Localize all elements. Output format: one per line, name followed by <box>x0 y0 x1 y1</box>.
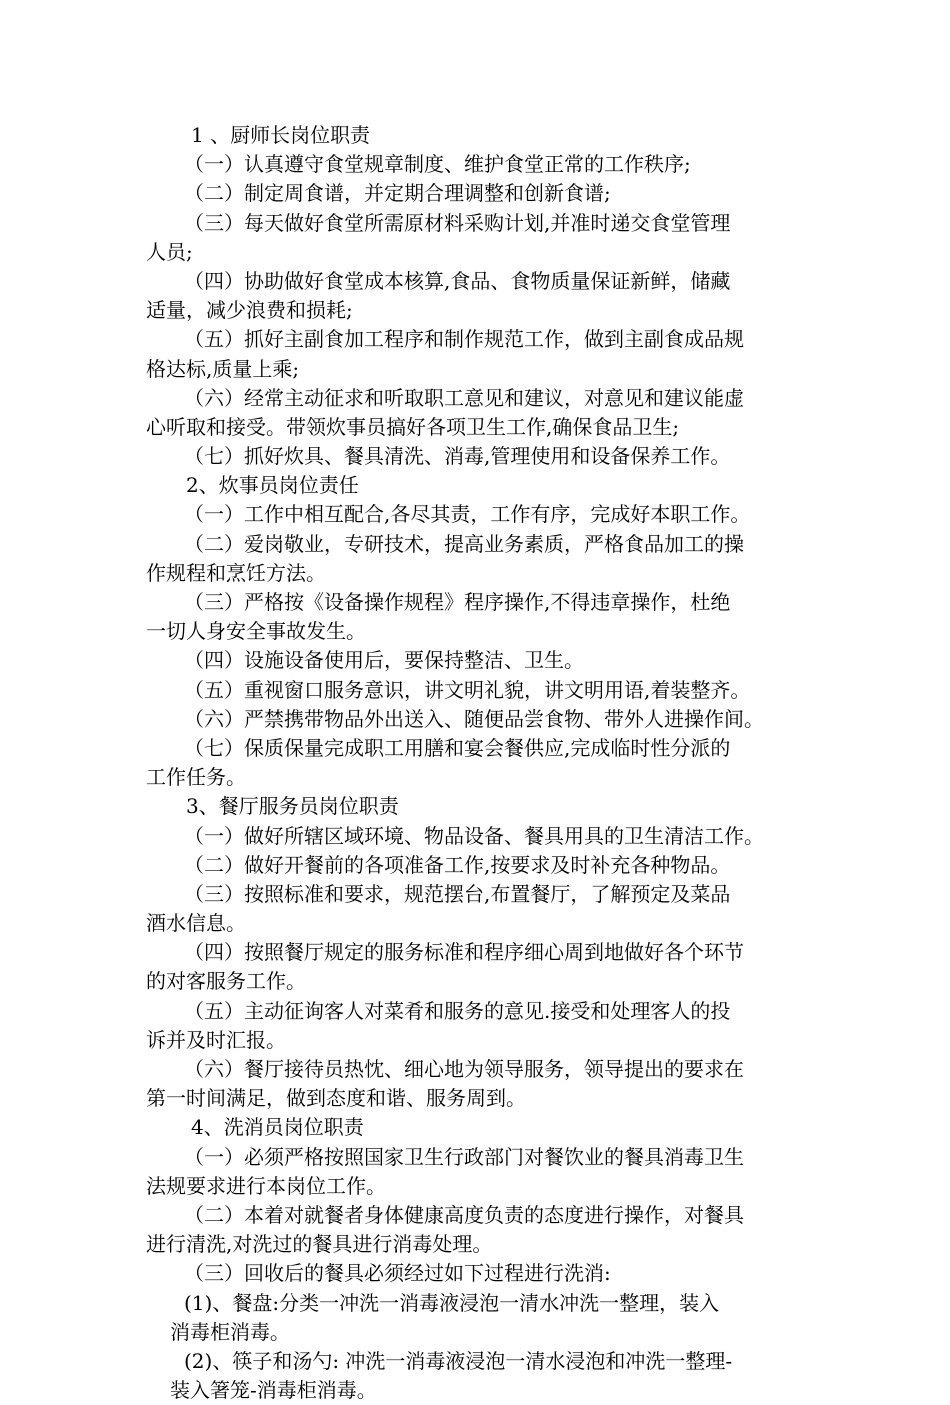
paragraph-line: （六）餐厅接待员热忱、细心地为领导服务，领导提出的要求在 <box>184 1057 744 1081</box>
paragraph-line: （三）回收后的餐具必须经过如下过程进行洗消: <box>184 1261 611 1286</box>
paragraph-line: （一）做好所辖区域环境、物品设备、餐具用具的卫生清洁工作。 <box>184 823 764 848</box>
paragraph-continuation-line: 心听取和接受。带领炊事员搞好各项卫生工作,确保食品卫生; <box>146 414 680 439</box>
paragraph-line: （二）做好开餐前的各项准备工作,按要求及时补充各种物品。 <box>184 852 731 877</box>
section-heading: 2、炊事员岗位责任 <box>186 473 359 498</box>
paragraph-line: （一）认真遵守食堂规章制度、维护食堂正常的工作秩序; <box>184 152 691 177</box>
paragraph-continuation-line: 进行清洗,对洗过的餐具进行消毒处理。 <box>146 1232 493 1257</box>
paragraph-line: （三）每天做好食堂所需原材料采购计划,并准时递交食堂管理 <box>184 210 731 235</box>
section-heading: 3、餐厅服务员岗位职责 <box>186 794 399 819</box>
paragraph-continuation-line: 人员; <box>146 239 193 264</box>
paragraph-line: （七）保质保量完成职工用膳和宴会餐供应,完成临时性分派的 <box>184 735 731 760</box>
paragraph-line: （五）主动征询客人对菜肴和服务的意见.接受和处理客人的投 <box>184 998 731 1023</box>
paragraph-line: (2)、筷子和汤勺: 冲洗一消毒液浸泡一清水浸泡和冲洗一整理- <box>184 1348 733 1373</box>
paragraph-continuation-line: 第一时间满足，做到态度和谐、服务周到。 <box>146 1086 526 1111</box>
paragraph-continuation-line: 的对客服务工作。 <box>146 969 306 994</box>
paragraph-line: （三）严格按《设备操作规程》程序操作,不得违章操作，杜绝 <box>184 590 731 614</box>
paragraph-continuation-line: 作规程和烹饪方法。 <box>146 560 326 585</box>
paragraph-line: （四）协助做好食堂成本核算,食品、食物质量保证新鲜，储藏 <box>184 268 731 293</box>
document-body <box>146 121 826 1405</box>
paragraph-continuation-line: 工作任务。 <box>146 765 246 790</box>
paragraph-line: （七）抓好炊具、餐具清洗、消毒,管理使用和设备保养工作。 <box>184 444 731 469</box>
paragraph-line: （二）制定周食谱，并定期合理调整和创新食谱; <box>184 181 611 206</box>
paragraph-line: （六）经常主动征求和听取职工意见和建议，对意见和建议能虚 <box>184 385 744 410</box>
sub-item-continuation-line: 装入箸笼-消毒柜消毒。 <box>170 1378 377 1403</box>
paragraph-continuation-line: 酒水信息。 <box>146 911 246 936</box>
section-heading: 4、洗消员岗位职责 <box>191 1115 364 1140</box>
paragraph-line: （二）爱岗敬业，专研技术，提高业务素质，严格食品加工的操 <box>184 531 744 556</box>
paragraph-line: （五）抓好主副食加工程序和制作规范工作，做到主副食成品规 <box>184 327 744 352</box>
paragraph-continuation-line: 适量，减少浪费和损耗; <box>146 298 353 323</box>
paragraph-line: （一）工作中相互配合,各尽其责，工作有序，完成好本职工作。 <box>184 502 751 527</box>
paragraph-line: （六）严禁携带物品外出送入、随便品尝食物、带外人进操作间。 <box>184 706 764 731</box>
paragraph-line: （五）重视窗口服务意识，讲文明礼貌，讲文明用语,着装整齐。 <box>184 677 751 702</box>
paragraph-line: （四）按照餐厅规定的服务标准和程序细心周到地做好各个环节 <box>184 940 744 965</box>
paragraph-line: （三）按照标准和要求，规范摆台,布置餐厅，了解预定及菜品 <box>184 881 731 906</box>
paragraph-continuation-line: 格达标,质量上乘; <box>146 356 300 381</box>
paragraph-line: （二）本着对就餐者身体健康高度负责的态度进行操作，对餐具 <box>184 1202 744 1227</box>
paragraph-line: （四）设施设备使用后，要保持整洁、卫生。 <box>184 648 584 673</box>
section-heading: 1 、厨师长岗位职责 <box>191 123 371 147</box>
paragraph-line: (1)、餐盘:分类一冲洗一消毒液浸泡一清水冲洗一整理，装入 <box>184 1290 720 1315</box>
paragraph-continuation-line: 法规要求进行本岗位工作。 <box>146 1173 386 1198</box>
sub-item-continuation-line: 消毒柜消毒。 <box>170 1319 290 1344</box>
paragraph-continuation-line: 一切人身安全事故发生。 <box>146 619 366 644</box>
paragraph-line: （一）必须严格按照国家卫生行政部门对餐饮业的餐具消毒卫生 <box>184 1144 744 1169</box>
paragraph-continuation-line: 诉并及时汇报。 <box>146 1027 286 1052</box>
